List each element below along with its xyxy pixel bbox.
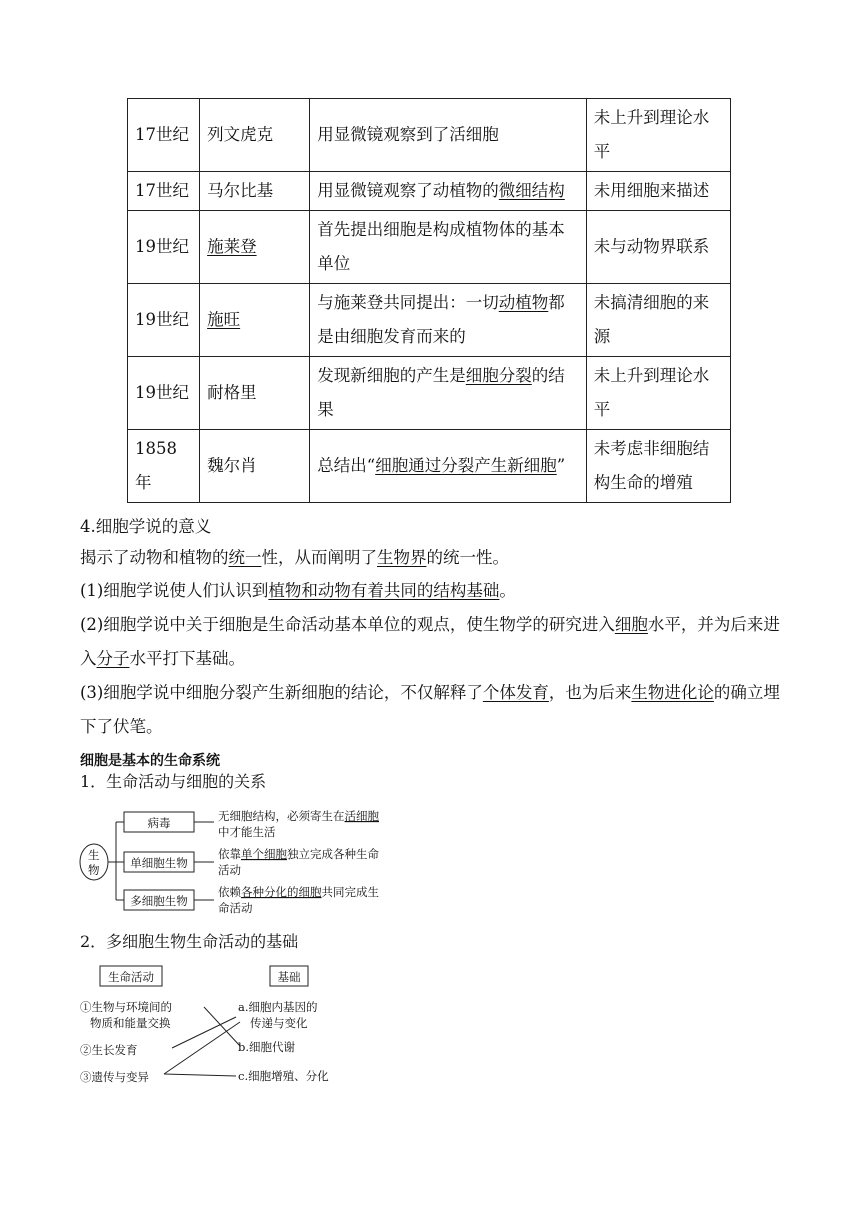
root-label-char-1: 生: [88, 848, 100, 862]
section-4-title: 4.细胞学说的意义: [80, 517, 212, 536]
contribution-cell: 发现新细胞的产生是细胞分裂的结果: [310, 357, 586, 430]
limitation-cell: 未与动物界联系: [586, 211, 730, 284]
left-item-1-line-1: ①生物与环境间的: [80, 1000, 172, 1014]
time-cell: 17世纪: [128, 99, 200, 172]
person-cell: 施旺: [200, 284, 310, 357]
branch-virus-label: 病毒: [147, 816, 171, 830]
time-cell: 1858年: [128, 430, 200, 503]
branch-unicellular-label: 单细胞生物: [130, 856, 188, 870]
limitation-cell: 未考虑非细胞结构生命的增殖: [586, 430, 730, 503]
right-item-b: b.细胞代谢: [238, 1040, 296, 1054]
contribution-cell: 用显微镜观察了动植物的微细结构: [310, 172, 586, 211]
branch-unicellular-desc-line-1: 依靠单个细胞独立完成各种生命: [218, 847, 379, 861]
section-4-point-2: (2)细胞学说中关于细胞是生命活动基本单位的观点，使生物学的研究进入细胞水平，并为后来进入分子水平打下基础。: [80, 615, 780, 668]
time-cell: 19世纪: [128, 211, 200, 284]
limitation-cell: 未上升到理论水平: [586, 357, 730, 430]
limitation-cell: 未用细胞来描述: [586, 172, 730, 211]
section-4-intro: 揭示了动物和植物的统一性，从而阐明了生物界的统一性。: [80, 548, 509, 567]
person-cell: 耐格里: [200, 357, 310, 430]
time-cell: 19世纪: [128, 357, 200, 430]
branch-multicellular-desc-line-1: 依赖各种分化的细胞共同完成生: [218, 885, 379, 899]
time-cell: 17世纪: [128, 172, 200, 211]
limitation-cell: 未上升到理论水平: [586, 99, 730, 172]
table-row: [128, 357, 731, 430]
branch-unicellular-desc-line-2: 活动: [218, 863, 241, 877]
section-4-point-3: (3)细胞学说中细胞分裂产生新细胞的结论，不仅解释了个体发育，也为后来生物进化论的确立埋下了伏笔。: [80, 683, 780, 736]
contribution-cell: 首先提出细胞是构成植物体的基本单位: [310, 211, 586, 284]
table-row: [128, 430, 731, 503]
contribution-cell: 与施莱登共同提出：一切动植物都是由细胞发育而来的: [310, 284, 586, 357]
left-item-2: ②生长发育: [80, 1043, 138, 1057]
right-item-c: c.细胞增殖、分化: [238, 1069, 329, 1083]
left-item-1-line-2: 物质和能量交换: [90, 1016, 171, 1030]
person-cell: 施莱登: [200, 211, 310, 284]
time-cell: 19世纪: [128, 284, 200, 357]
branch-multicellular-desc-line-2: 命活动: [218, 901, 253, 915]
person-cell: 列文虎克: [200, 99, 310, 172]
right-item-a-line-2: 传递与变化: [250, 1016, 308, 1030]
multicellular-basis-diagram: [76, 960, 346, 1088]
left-header: 生命活动: [108, 970, 154, 984]
cell-theory-history-table: [127, 98, 731, 503]
person-cell: 马尔比基: [200, 172, 310, 211]
table-row: [128, 99, 731, 172]
table-row: [128, 284, 731, 357]
contribution-cell: 用显微镜观察到了活细胞: [310, 99, 586, 172]
root-label-char-2: 物: [88, 863, 100, 877]
left-item-3: ③遗传与变异: [80, 1070, 149, 1084]
branch-virus-desc-line-2: 中才能生活: [218, 825, 276, 839]
branch-multicellular-label: 多细胞生物: [130, 894, 188, 908]
subsection-1-title: 1．生命活动与细胞的关系: [80, 772, 267, 791]
subsection-2-title: 2．多细胞生物生命活动的基础: [80, 932, 299, 951]
right-header: 基础: [277, 970, 301, 984]
branch-virus-desc-line-1: 无细胞结构，必须寄生在活细胞: [218, 809, 379, 823]
right-item-a-line-1: a.细胞内基因的: [238, 1000, 318, 1014]
section-cell-title: 细胞是基本的生命系统: [80, 753, 220, 769]
section-4-point-1: (1)细胞学说使人们认识到植物和动物有着共同的结构基础。: [80, 581, 516, 600]
contribution-cell: 总结出“细胞通过分裂产生新细胞”: [310, 430, 586, 503]
person-cell: 魏尔肖: [200, 430, 310, 503]
life-activity-cell-diagram: [76, 800, 406, 922]
limitation-cell: 未搞清细胞的来源: [586, 284, 730, 357]
table-row: [128, 172, 731, 211]
table-row: [128, 211, 731, 284]
